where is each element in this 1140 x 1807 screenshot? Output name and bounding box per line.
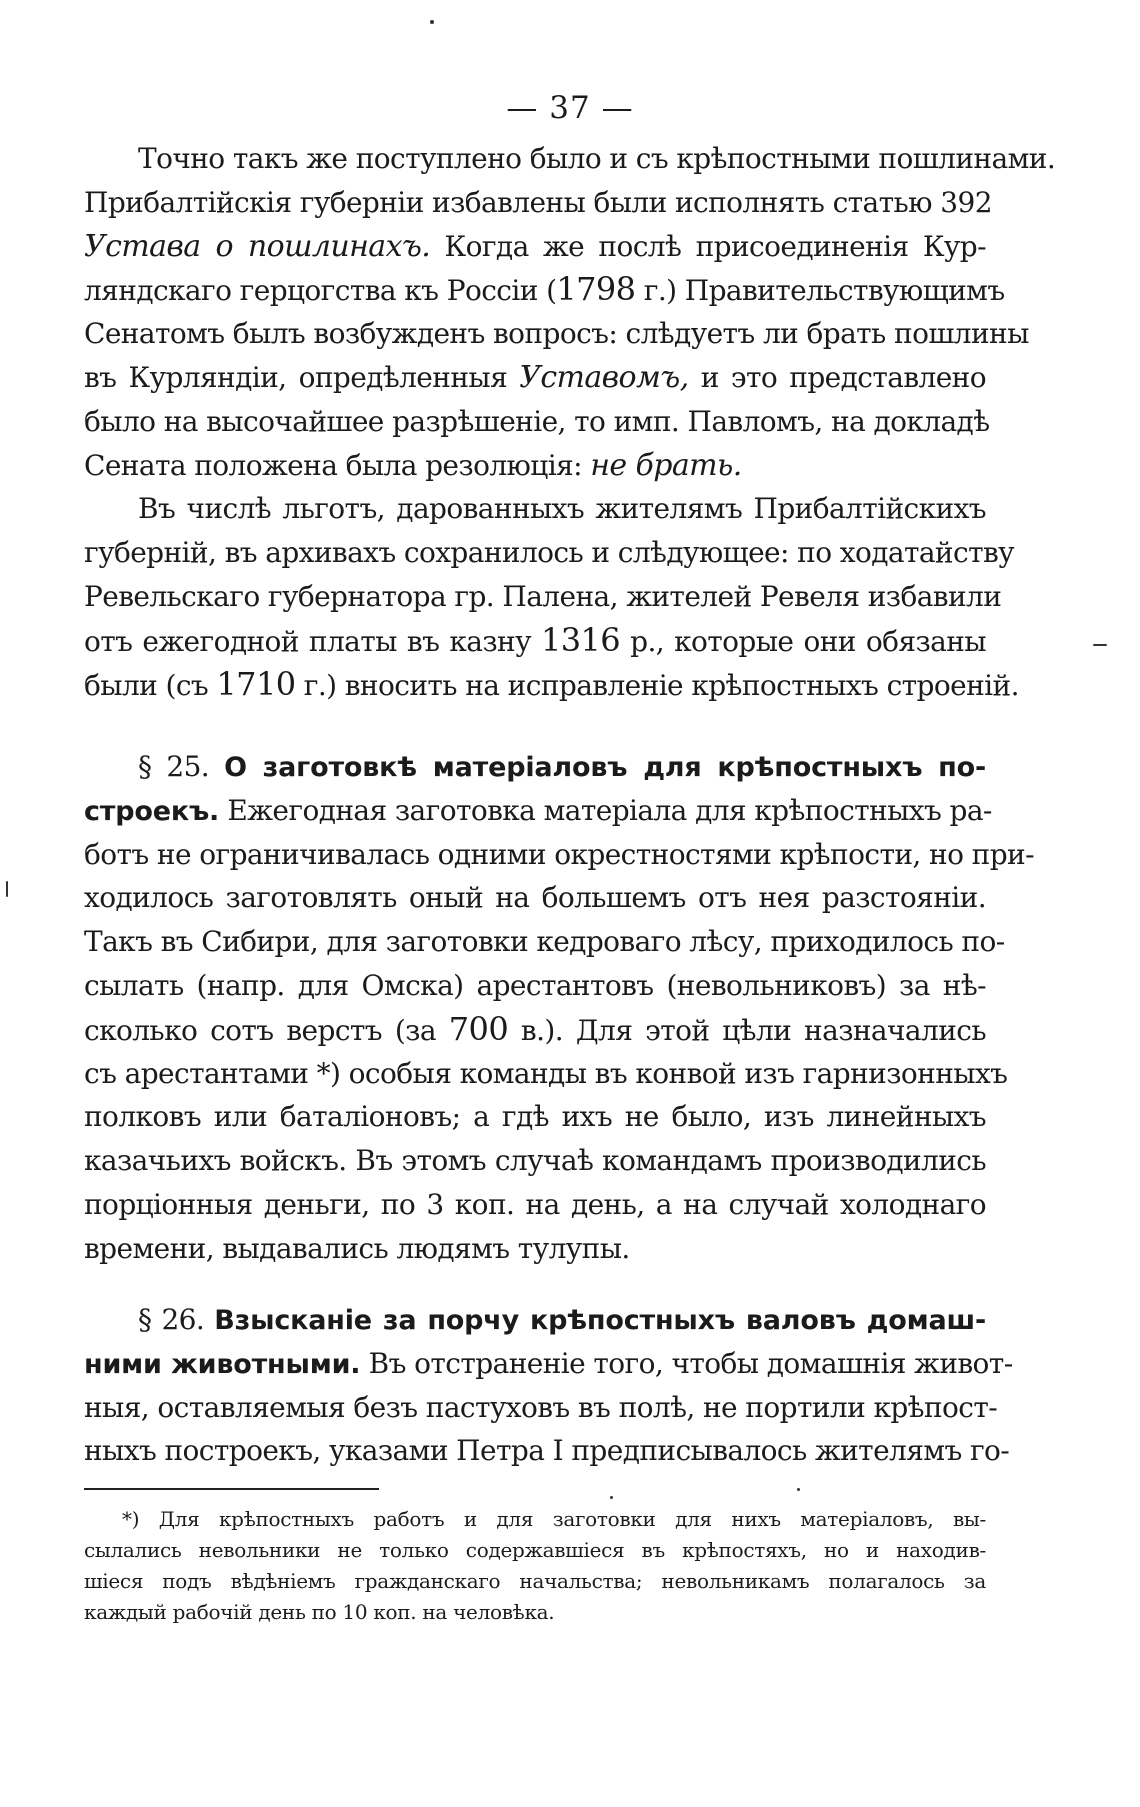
text-line: порціонныя деньги, по 3 коп. на день, а на случай холоднаго xyxy=(84,1187,986,1221)
text-line: съ арестантами *) особыя команды въ конвой изъ гарнизонныхъ xyxy=(84,1056,1008,1090)
text-span: в.). Для этой цѣли назначались xyxy=(508,1013,987,1047)
text-line: Въ числѣ льготъ, дарованныхъ жителямъ Прибалтійскихъ xyxy=(138,492,986,526)
footnote-line: шіеся подъ вѣдѣніемъ гражданскаго начальства; невольникамъ полагалось за xyxy=(84,1569,986,1593)
text-line xyxy=(84,1342,1013,1386)
amount-number: 1316 xyxy=(541,620,621,659)
section-heading-line xyxy=(84,745,986,789)
text-line: Точно такъ же поступлено было и съ крѣпостными пошлинами. xyxy=(138,142,1056,175)
scan-speck xyxy=(430,20,434,24)
italic-resolution: не брать. xyxy=(590,447,742,483)
text-span: Въ отстраненіе того, чтобы домашнія живот- xyxy=(360,1346,1013,1380)
text-line: Ревельскаго губернатора гр. Палена, жителей Ревеля избавили xyxy=(84,579,1002,613)
section-heading: О заготовкѣ матеріаловъ для крѣпостныхъ по- xyxy=(224,752,986,783)
text-span: отъ ежегодной платы въ казну xyxy=(84,624,542,658)
text-span: ляндскаго герцогства къ Россіи ( xyxy=(84,274,557,308)
text-span: Когда же послѣ присоединенія Кур- xyxy=(430,229,986,263)
text-span: были (съ xyxy=(84,668,217,702)
section-25 xyxy=(84,745,1034,1271)
text-span: р., которые они обязаны xyxy=(620,624,986,658)
page-number: — 37 — xyxy=(506,90,634,126)
text-line: сылать (напр. для Омска) арестантовъ (невольниковъ) за нѣ- xyxy=(84,968,986,1002)
text-span: Ежегодная заготовка матеріала для крѣпостныхъ ра- xyxy=(219,793,992,827)
section-26 xyxy=(84,1298,1013,1473)
scan-speck xyxy=(6,881,8,897)
text-line xyxy=(84,789,992,833)
section-heading: Взысканіе за порчу крѣпостныхъ валовъ домаш- xyxy=(214,1305,986,1336)
text-line: ходилось заготовлять оный на большемъ отъ нея разстояніи. xyxy=(84,881,986,915)
text-line xyxy=(84,225,986,269)
section-number: § 26. xyxy=(138,1303,215,1336)
text-span: въ Курляндіи, опредѣленныя xyxy=(84,360,520,394)
text-span: г.) Правительствующимъ xyxy=(635,274,1005,308)
footnote-divider xyxy=(84,1488,379,1490)
text-line: полковъ или баталіоновъ; а гдѣ ихъ не было, изъ линейныхъ xyxy=(84,1100,986,1134)
text-line: ныя, оставляемыя безъ пастуховъ въ полѣ, не портили крѣпост- xyxy=(84,1390,998,1424)
section-heading-line xyxy=(84,1298,986,1342)
main-text xyxy=(84,137,1056,706)
text-line: ботъ не ограничивалась одними окрестностями крѣпости, но при- xyxy=(84,837,1034,871)
text-line xyxy=(84,356,986,400)
text-line: губерній, въ архивахъ сохранилось и слѣдующее: по ходатайству xyxy=(84,536,1015,570)
text-span: Сената положена была резолюція: xyxy=(84,448,591,482)
text-span: сколько сотъ верстъ (за xyxy=(84,1013,449,1047)
footnote-line: сылались невольники не только содержавшіеся въ крѣпостяхъ, но и находив- xyxy=(84,1538,986,1562)
text-line: Такъ въ Сибири, для заготовки кедроваго лѣсу, приходилось по- xyxy=(84,925,1005,959)
year-number: 1798 xyxy=(556,270,636,309)
italic-word: Уставомъ, xyxy=(519,359,689,395)
text-line: казачьихъ войскъ. Въ этомъ случаѣ командамъ производились xyxy=(84,1144,986,1178)
scan-speck xyxy=(797,1488,800,1491)
scan-speck xyxy=(1093,644,1107,646)
text-line xyxy=(84,268,1005,312)
text-span: г.) вносить на исправленіе крѣпостныхъ строеній. xyxy=(295,668,1019,702)
text-line: Прибалтійскія губерніи избавлены были исполнять статью 392 xyxy=(84,185,992,219)
section-heading: ними животными. xyxy=(84,1348,361,1380)
section-number: § 25. xyxy=(138,750,225,783)
text-span: и это представлено xyxy=(688,360,986,394)
scan-speck xyxy=(610,1496,613,1499)
footnote xyxy=(84,1504,986,1628)
year-number: 1710 xyxy=(216,664,296,703)
distance-number: 700 xyxy=(448,1009,509,1048)
italic-title: Устава о пошлинахъ. xyxy=(84,228,431,264)
text-line: времени, выдавались людямъ тулупы. xyxy=(84,1231,630,1265)
text-line xyxy=(84,1008,986,1052)
text-line: ныхъ построекъ, указами Петра I предписывалось жителямъ го- xyxy=(84,1434,1010,1468)
section-heading: строекъ. xyxy=(84,795,220,827)
text-line: было на высочайшее разрѣшеніе, то имп. Павломъ, на докладѣ xyxy=(84,404,990,438)
footnote-line: *) Для крѣпостныхъ работъ и для заготовки для нихъ матеріаловъ, вы- xyxy=(122,1507,986,1531)
text-line xyxy=(84,444,986,488)
footnote-line: каждый рабочій день по 10 коп. на человѣка. xyxy=(84,1600,555,1624)
text-line xyxy=(84,619,986,663)
text-line: Сенатомъ былъ возбужденъ вопросъ: слѣдуетъ ли брать пошлины xyxy=(84,317,1029,351)
text-line xyxy=(84,663,1019,707)
